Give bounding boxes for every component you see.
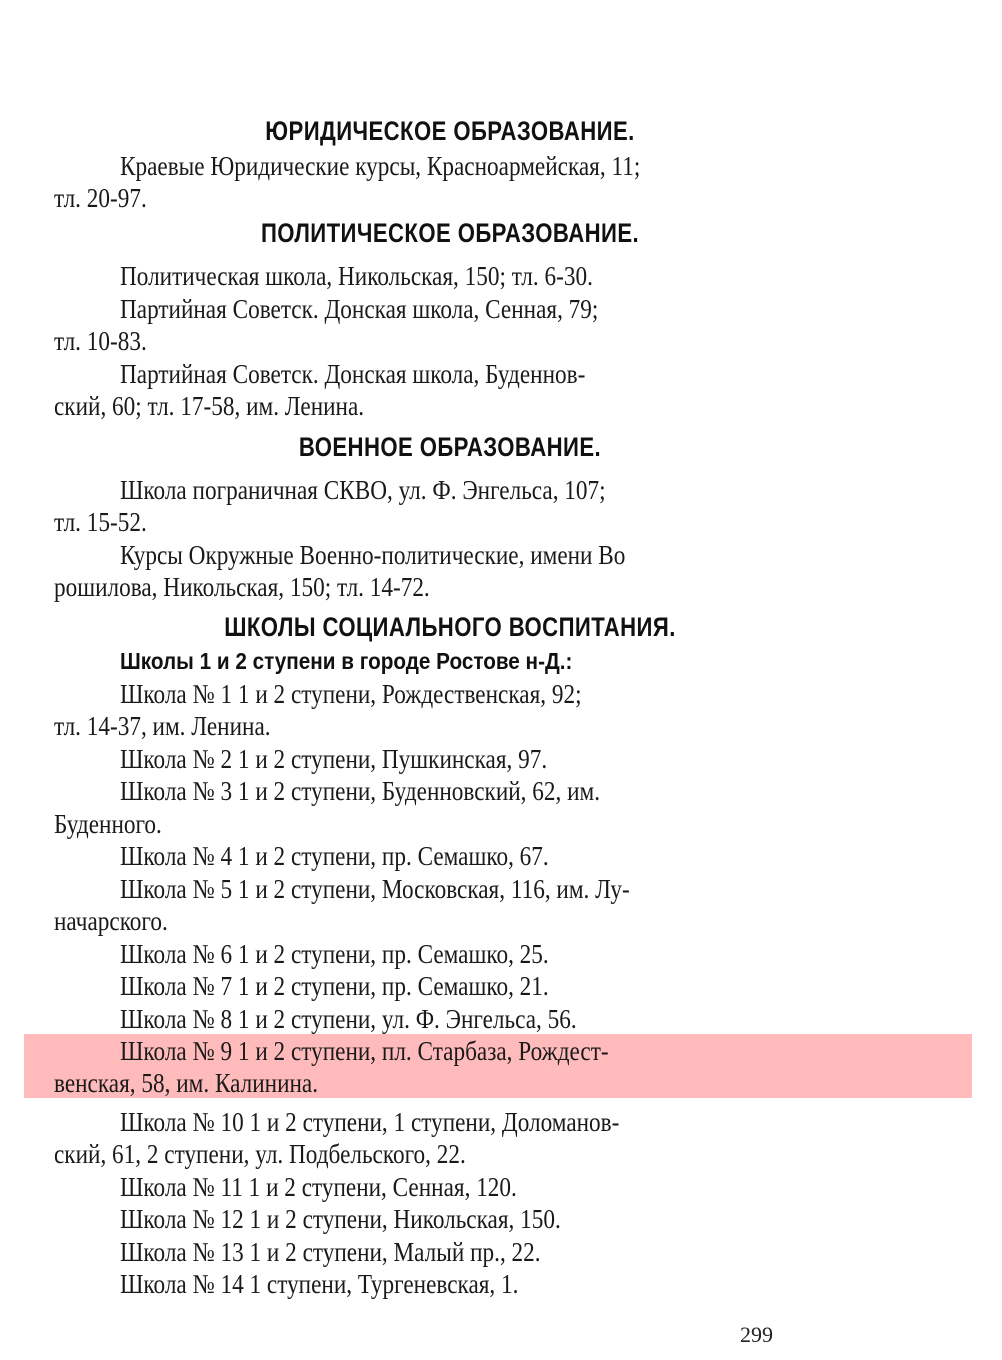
entry-line: Краевые Юридические курсы, Красноармейская, 11; — [120, 151, 641, 181]
entry-line: Курсы Окружные Военно-политические, имени Во — [120, 540, 626, 570]
entry-line: Школа № 13 1 и 2 ступени, Малый пр., 22. — [120, 1237, 541, 1267]
entry-line: Буденного. — [54, 809, 162, 839]
entry-line: тл. 20-97. — [54, 183, 147, 213]
entry-line: тл. 15-52. — [54, 507, 147, 537]
section-heading-political-education: ПОЛИТИЧЕСКОЕ ОБРАЗОВАНИЕ. — [260, 218, 640, 248]
section-heading-social-schools: ШКОЛЫ СОЦИАЛЬНОГО ВОСПИТАНИЯ. — [224, 612, 676, 642]
entry-line: Школа № 11 1 и 2 ступени, Сенная, 120. — [120, 1172, 517, 1202]
entry-line: Школа № 2 1 и 2 ступени, Пушкинская, 97. — [120, 744, 548, 774]
entry-line: Школа № 1 1 и 2 ступени, Рождественская, 92; — [120, 679, 582, 709]
entry-line: Партийная Советск. Донская школа, Буденнов- — [120, 359, 586, 389]
entry-line: Школа № 3 1 и 2 ступени, Буденновский, 62, им. — [120, 776, 601, 806]
entry-line: Школа № 5 1 и 2 ступени, Московская, 116, им. Лу- — [120, 874, 630, 904]
entry-line: Политическая школа, Никольская, 150; тл. 6-30. — [120, 261, 593, 291]
entry-line: Школа пограничная СКВО, ул. Ф. Энгельса, 107; — [120, 475, 606, 505]
entry-line: Школа № 12 1 и 2 ступени, Никольская, 150. — [120, 1204, 561, 1234]
section-heading-military-education: ВОЕННОЕ ОБРАЗОВАНИЕ. — [298, 432, 602, 462]
entry-line: Школа № 4 1 и 2 ступени, пр. Семашко, 67. — [120, 841, 549, 871]
entry-line: ский, 60; тл. 17-58, им. Ленина. — [54, 391, 365, 421]
entry-line: рошилова, Никольская, 150; тл. 14-72. — [54, 572, 430, 602]
entry-line-highlighted: венская, 58, им. Калинина. — [54, 1068, 319, 1098]
entry-line: Школа № 7 1 и 2 ступени, пр. Семашко, 21. — [120, 971, 549, 1001]
page-number: 299 — [740, 1322, 773, 1347]
subheading-rostov-schools: Школы 1 и 2 ступени в городе Ростове н-Д.: — [120, 648, 573, 674]
entry-line: ский, 61, 2 ступени, ул. Подбельского, 22. — [54, 1139, 466, 1169]
entry-line: Школа № 10 1 и 2 ступени, 1 ступени, Доломанов- — [120, 1107, 620, 1137]
entry-line: тл. 10-83. — [54, 326, 147, 356]
entry-line-highlighted: Школа № 9 1 и 2 ступени, пл. Старбаза, Рождест- — [120, 1036, 609, 1066]
entry-line: Школа № 8 1 и 2 ступени, ул. Ф. Энгельса, 56. — [120, 1004, 577, 1034]
entry-line: Школа № 6 1 и 2 ступени, пр. Семашко, 25. — [120, 939, 549, 969]
entry-line: Школа № 14 1 ступени, Тургеневская, 1. — [120, 1269, 519, 1299]
entry-line: тл. 14-37, им. Ленина. — [54, 711, 271, 741]
entry-line: Партийная Советск. Донская школа, Сенная, 79; — [120, 294, 599, 324]
section-heading-legal-education: ЮРИДИЧЕСКОЕ ОБРАЗОВАНИЕ. — [265, 116, 635, 146]
entry-line: начарского. — [54, 906, 168, 936]
